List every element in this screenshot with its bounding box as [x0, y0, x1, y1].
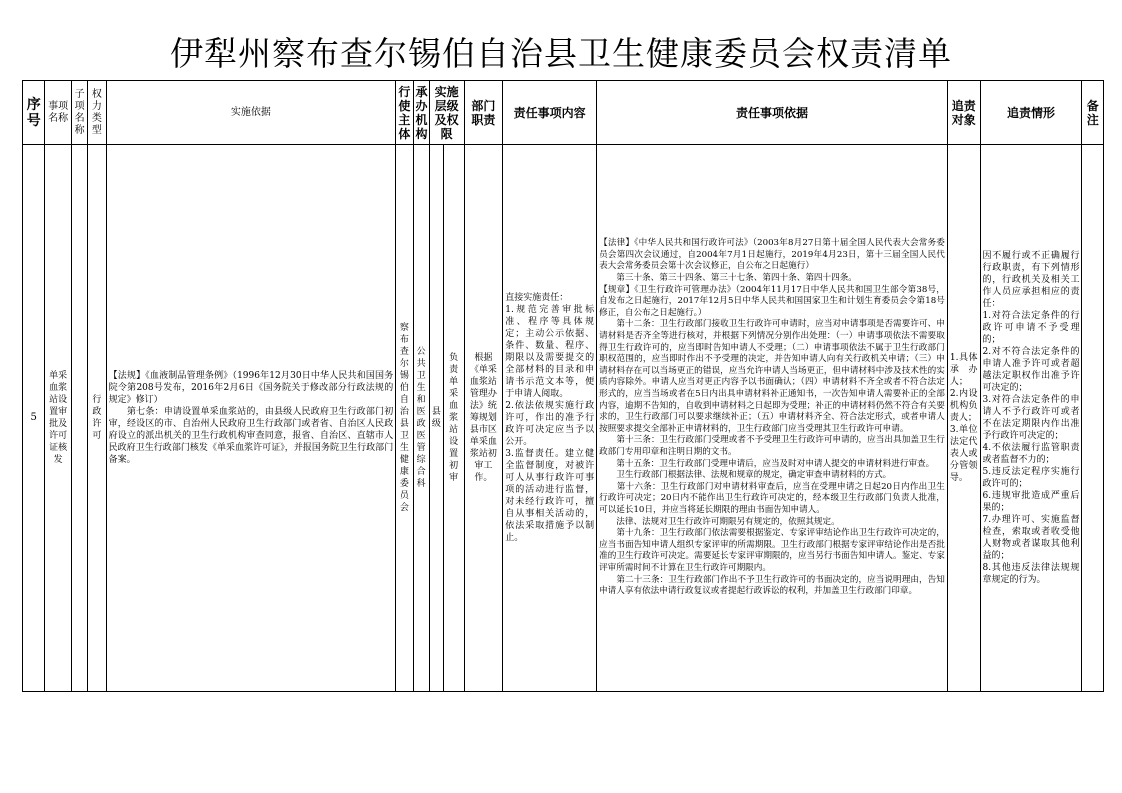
cell-seq: 5 [23, 145, 45, 692]
cell-org: 公共卫生和医政医管综合科 [413, 145, 429, 692]
cell-dept-duty: 根据《单采血浆站管理办法》统筹规划县市区单采血浆站初审工作。 [464, 145, 503, 692]
cell-sub-item-name [71, 145, 87, 692]
table-row [23, 145, 1104, 692]
header-power-type: 权力类型 [88, 81, 106, 145]
header-row [23, 81, 1104, 145]
cell-basis: 【法规】《血液制品管理条例》（1996年12月30日中华人民共和国国务院令第208号发布，2016年2月6日《国务院关于修改部分行政法规的规定》修订） 第七条：申请设置单采血浆站的，由县级人民政府卫生行政部门初审，经设区的市、自治州人民政府卫生行政部门或者省、自治区人民政府设立的派出机关的卫生行政机构审查同意，报省、自治区、直辖市人民政府卫生行政部门核发《单采血浆许可证》，并报国务院卫生行政部门备案。 [106, 145, 396, 692]
cell-item-name: 单采血浆站设置审批及许可证核发 [45, 145, 72, 692]
cell-acc-target: 1.具体承办人； 2.内设机构负责人； 3.单位法定代表人或分管领导。 [947, 145, 980, 692]
cell-subject: 察布查尔锡伯自治县卫生健康委员会 [396, 145, 413, 692]
header-sub-item-name: 子项名称 [71, 81, 87, 145]
header-acc-target: 追责对象 [947, 81, 980, 145]
cell-level-b: 负责单采血浆站设置初审 [449, 353, 459, 483]
cell-remark [1082, 145, 1104, 692]
cell-level-a: 县级 [430, 145, 444, 691]
cell-power-type: 行政许可 [88, 145, 106, 692]
cell-resp-content: 直接实施责任： 1.规范完善审批标准、程序等具体规定；主动公示依据、条件、数量、程序、期限以及需要提交的全部材料的目录和申请书示范文本等，便于申请人阅取。 2.依法依规实施行政许可，作出的准予行政许可决定应当予以公开。 3.监督责任。建立健全监督制度，对被许可人从事行政许可事项的活动进行监督，对未经行政许可，擅自从事相关活动的，依法采取措施予以制止。 [503, 145, 597, 692]
header-basis: 实施依据 [106, 81, 396, 145]
cell-level [429, 145, 464, 692]
header-remark: 备注 [1082, 81, 1104, 145]
page-title: 伊犁州察布查尔锡伯自治县卫生健康委员会权责清单 [170, 34, 952, 73]
header-level: 实施层级及权限 [429, 81, 464, 145]
cell-resp-basis: 【法律】《中华人民共和国行政许可法》（2003年8月27日第十届全国人民代表大会常务委员会第四次会议通过，自2004年7月1日起施行，2019年4月23日，第十三届全国人民代表大会常务委员会第十次会议修正，自公布之日起施行） 第三十条、第三十四条、第三十七条、第四十条、第四十四条。 【规章】《卫生行政许可管理办法》（2004年11月17日中华人民共和国卫生部令第38号，自发布之日起施行，2017年12月5日中华人民共和国国家卫生和计划生育委员会令第18号修正，自公布之日起施行。） 第十二条：卫生行政部门接收卫生行政许可申请时，应当对申请事项是否需要许可、申请材料是否齐全等进行核对，并根据下列情况分别作出处理：（一）申请事项依法不需要取得卫生行政许可的，应当即时告知申请人不受理；（二）申请事项依法不属于卫生行政部门职权范围的，应当即时作出不予受理的决定，并告知申请人向有关行政机关申请；（三）申请材料存在可以当场更正的错误，应当允许申请人当场更正，但申请材料中涉及技术性的实质内容除外。申请人应当对更正内容予以书面确认；（四）申请材料不齐全或者不符合法定形式的，应当当场或者在5日内出具申请材料补正通知书，一次告知申请人需要补正的全部内容，逾期不告知的，自收到申请材料之日起即为受理；补正的申请材料仍然不符合有关要求的，卫生行政部门可以要求继续补正；（五）申请材料齐全、符合法定形式，或者申请人按照要求提交全部补正申请材料的，卫生行政部门应当受理其卫生行政许可申请。 第十三条：卫生行政部门受理或者不予受理卫生行政许可申请的，应当出具加盖卫生行政部门专用印章和注明日期的文书。 第十五条：卫生行政部门受理申请后，应当及时对申请人提交的申请材料进行审查。 卫生行政部门根据法律、法规和规章的规定，确定审查申请材料的方式。 第十六条：卫生行政部门对申请材料审查后，应当在受理申请之日起20日内作出卫生行政许可决定；20日内不能作出卫生行政许可决定的，经本级卫生行政部门负责人批准，可以延长10日，并应当将延长期限的理由书面告知申请人。 法律、法规对卫生行政许可期限另有规定的，依照其规定。 第十九条：卫生行政部门依法需要根据鉴定、专家评审结论作出卫生行政许可决定的，应当书面告知申请人组织专家评审的所需期限。卫生行政部门根据专家评审结论作出是否批准的卫生行政许可决定。需要延长专家评审期限的，应当另行书面告知申请人。鉴定、专家评审所需时间不计算在卫生行政许可期限内。 第二十三条：卫生行政部门作出不予卫生行政许可的书面决定的，应当说明理由，告知申请人享有依法申请行政复议或者提起行政诉讼的权利，并加盖卫生行政部门印章。 [597, 145, 948, 692]
header-org: 承办机构 [413, 81, 429, 145]
responsibility-table [22, 80, 1104, 692]
header-acc-case: 追责情形 [980, 81, 1082, 145]
header-resp-content: 责任事项内容 [503, 81, 597, 145]
header-seq: 序号 [23, 81, 45, 145]
cell-acc-case: 因不履行或不正确履行行政职责，有下列情形的，行政机关及相关工作人员应承担相应的责任： 1.对符合法定条件的行政许可申请不予受理的； 2.对不符合法定条件的申请人准予许可或者超越法定职权作出准予许可决定的； 3.对符合法定条件的申请人不予行政许可或者不在法定期限内作出准予行政许可决定的； 4.不依法履行监管职责或者监督不力的； 5.违反法定程序实施行政许可的； 6.违规审批造成严重后果的； 7.办理许可、实施监督检查，索取或者收受他人财物或者谋取其他利益的； 8.其他违反法律法规规章规定的行为。 [980, 145, 1082, 692]
header-item-name: 事项名称 [45, 81, 72, 145]
header-resp-basis: 责任事项依据 [597, 81, 948, 145]
header-subject: 行使主体 [396, 81, 413, 145]
header-dept-duty: 部门职责 [464, 81, 503, 145]
